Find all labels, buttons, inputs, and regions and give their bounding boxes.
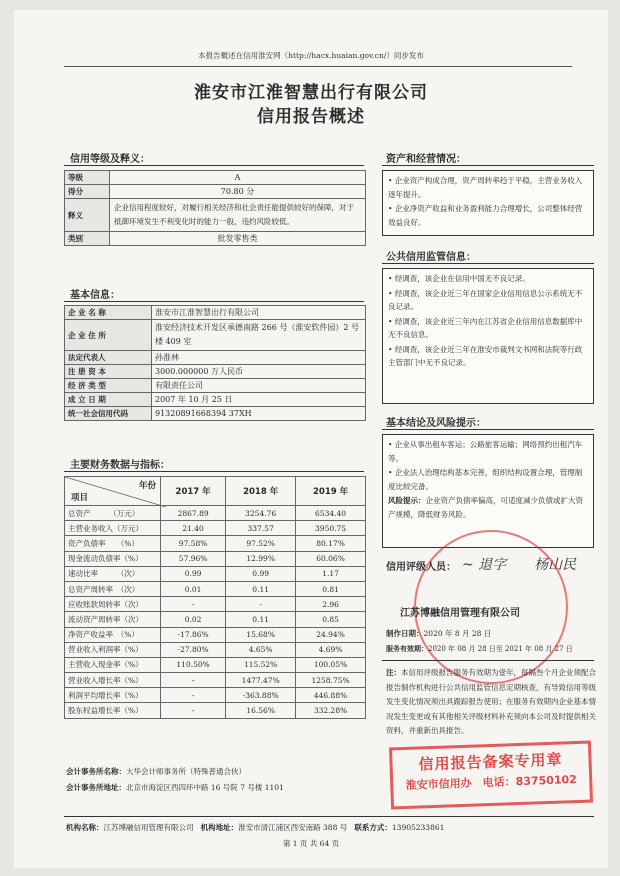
finance-cell: -: [161, 703, 226, 718]
finance-cell: -: [161, 688, 226, 703]
finance-cell: 12.99%: [226, 551, 296, 566]
finance-row-label: 应收账款周转率（次）: [65, 597, 161, 612]
capital-label: 注 册 资 本: [65, 365, 152, 379]
finance-row-label: 总资产周转率 （次）: [65, 581, 161, 596]
finance-cell: 2.96: [296, 597, 366, 612]
table-row: [65, 688, 366, 703]
finance-cell: 60.06%: [296, 551, 366, 566]
finance-cell: 24.94%: [296, 627, 366, 642]
finance-section-title: 主要财务数据与指标：: [70, 460, 170, 471]
finance-cell: 332.28%: [296, 703, 366, 718]
finance-cell: 0.99: [161, 566, 226, 581]
assets-section-title: 资产和经营情况：: [386, 154, 466, 165]
finance-cell: -17.86%: [161, 627, 226, 642]
table-row: [65, 657, 366, 672]
accounting-addr-line: [66, 782, 284, 793]
rating-score-value: 70.80 分: [110, 185, 366, 199]
finance-cell: 0.11: [226, 581, 296, 596]
rating-score-label: 得分: [65, 185, 110, 199]
report-page: [14, 10, 608, 868]
list-item: • 企业净资产收益和业务盈利能力合理增长，公司整体经营效益良好。: [388, 204, 583, 227]
header-divider: [64, 66, 572, 67]
finance-cell: 6534.40: [296, 506, 366, 521]
table-row: [65, 551, 366, 566]
finance-cell: 2867.89: [161, 506, 226, 521]
finance-row-label: 股东权益增长率（%）: [65, 703, 161, 718]
rating-category-label: 类别: [65, 232, 110, 246]
table-row: [65, 320, 366, 351]
list-item: • 经调查，该企业近三年在国家企业信用信息公示系统无不良记录。: [388, 288, 583, 311]
year-header: 2019 年: [296, 477, 366, 506]
service-note: 注：本信用评级报告服务有效期为壹年，每隔叁个月企业须配合报告制作机构进行公共信用监管信息定期核查，有导致信用等级发生变化情况须出具跟踪报告使用；在服务有效期内企业基本情况发生变更或有其他相关评级材料补充须向本公司及时提供相关资料，并重新出具报告。: [386, 668, 596, 735]
finance-cell: -27.80%: [161, 642, 226, 657]
table-row: [65, 365, 366, 379]
page-number: 第 1 页 共 64 页: [282, 839, 340, 848]
company-address-value: 淮安经济技术开发区承德南路 266 号（淮安软件园）2 号楼 409 室: [152, 320, 366, 351]
finance-body: [65, 506, 366, 719]
filing-stamp: [389, 740, 593, 809]
table-row: [65, 232, 366, 246]
finance-row-label: 营业收入利润率（%）: [65, 642, 161, 657]
finance-cell: 446.88%: [296, 688, 366, 703]
evaluator-signature: ~ 退字 杨山民: [462, 557, 577, 573]
table-row: [65, 185, 366, 199]
company-title: 淮安市江淮智慧出行有限公司: [194, 83, 428, 103]
rating-grade-value: A: [110, 171, 366, 185]
finance-cell: 3950.75: [296, 521, 366, 536]
assets-box: [382, 170, 594, 236]
finance-cell: -: [161, 673, 226, 688]
section-divider: [382, 165, 594, 166]
finance-header-year: 年份: [138, 481, 156, 491]
rating-section-title: 信用等级及释义：: [70, 154, 150, 165]
finance-cell: 100.05%: [296, 657, 366, 672]
table-row: [65, 393, 366, 407]
finance-header-item: 项目: [71, 493, 89, 503]
company-address-label: 企 业 住 所: [65, 320, 152, 351]
finance-cell: 3254.76: [226, 506, 296, 521]
finance-header-cell: [65, 477, 161, 506]
table-row: [65, 673, 366, 688]
finance-row-label: 现金流动负债率（%）: [65, 551, 161, 566]
finance-cell: 4.69%: [296, 642, 366, 657]
source-note: 本报告概述在信用淮安网（http://hacx.huaian.gov.cn/）同步发布: [198, 51, 424, 60]
credit-code-label: 统一社会信用代码: [65, 407, 152, 421]
finance-cell: 21.40: [161, 521, 226, 536]
rating-table: [64, 170, 366, 246]
section-divider: [382, 429, 594, 430]
section-divider: [64, 301, 364, 302]
risk-note: 风险提示：企业资产负债率偏高，可适度减少负债或扩大资产规模，降低财务风险。: [388, 496, 583, 519]
table-row: [65, 612, 366, 627]
finance-row-label: 速动比率 （次）: [65, 566, 161, 581]
supervision-section-title: 公共信用监管信息：: [386, 252, 476, 263]
conclusion-section-title: 基本结论及风险提示：: [386, 418, 486, 429]
table-row: [65, 536, 366, 551]
finance-row-label: 利润平均增长率（%）: [65, 688, 161, 703]
capital-value: 3000.000000 万人民币: [152, 365, 366, 379]
finance-cell: 110.50%: [161, 657, 226, 672]
list-item: • 企业从事出租车客运；公路旅客运输；网络预约出租汽车等。: [388, 440, 583, 463]
finance-cell: 0.01: [161, 581, 226, 596]
table-row: [65, 627, 366, 642]
finance-cell: 0.81: [296, 581, 366, 596]
finance-cell: 4.65%: [226, 642, 296, 657]
finance-cell: 0.02: [161, 612, 226, 627]
finance-table: [64, 476, 366, 719]
table-row: [65, 703, 366, 718]
finance-row-label: 流动资产周转率（次）: [65, 612, 161, 627]
list-item: • 经调查，该企业在信用中国无不良记录。: [388, 274, 530, 283]
list-item: • 企业资产构成合理，资产周转率趋于平稳，主营业务收入逐年提升。: [388, 176, 583, 199]
finance-row-label: 主营收入现金率（%）: [65, 657, 161, 672]
finance-cell: 97.58%: [161, 536, 226, 551]
basic-section-title: 基本信息：: [70, 290, 120, 301]
section-divider: [382, 263, 594, 264]
finance-header-row: [65, 477, 366, 506]
accounting-firm-name: 大华会计师事务所（特殊普通合伙）: [126, 767, 246, 776]
table-row: [65, 566, 366, 581]
finance-cell: -: [161, 597, 226, 612]
finance-row-label: 资产负债率 （%）: [65, 536, 161, 551]
filing-stamp-office: 淮安市信用办 电话：83750102: [405, 773, 578, 792]
finance-cell: 0.99: [226, 566, 296, 581]
company-name-label: 企 业 名 称: [65, 306, 152, 320]
basic-info-table: [64, 305, 366, 421]
finance-cell: 0.11: [226, 612, 296, 627]
finance-cell: 57.96%: [161, 551, 226, 566]
finance-row-label: 主营业务收入（万元）: [65, 521, 161, 536]
finance-cell: 337.57: [226, 521, 296, 536]
finance-cell: 80.17%: [296, 536, 366, 551]
table-row: [65, 581, 366, 596]
rating-meaning-value: 企业信用程度较好，对履行相关经济和社会责任能提供较好的保障，对于抵御环境发生不利变化时的能力一般，违约风险较低。: [110, 199, 366, 232]
agency-name: 江苏博融信用管理有限公司: [400, 608, 520, 619]
accounting-firm-label: 会计事务所名称：: [66, 767, 126, 776]
table-row: [65, 407, 366, 421]
table-row: [65, 521, 366, 536]
table-row: [65, 597, 366, 612]
table-row: [65, 199, 366, 232]
legal-rep-value: 孙淮林: [152, 351, 366, 365]
finance-cell: 15.68%: [226, 627, 296, 642]
credit-code-value: 91320891668394 37XH: [152, 407, 366, 421]
econ-type-value: 有限责任公司: [152, 379, 366, 393]
date-line: 制作日期：2020 年 8 月 28 日: [386, 629, 492, 638]
finance-cell: 1258.75%: [296, 673, 366, 688]
finance-row-label: 营业收入增长率（%）: [65, 673, 161, 688]
founded-label: 成 立 日 期: [65, 393, 152, 407]
founded-value: 2007 年 10 月 25 日: [152, 393, 366, 407]
finance-cell: 97.52%: [226, 536, 296, 551]
validity-line: 服务有效期：2020 年 08 月 28 日至 2021 年 08 月 27 日: [386, 645, 573, 653]
finance-cell: 1.17: [296, 566, 366, 581]
company-name-value: 淮安市江淮智慧出行有限公司: [152, 306, 366, 320]
table-row: [65, 171, 366, 185]
table-row: [65, 506, 366, 521]
footer-divider: [64, 816, 594, 817]
finance-row-label: 净资产收益率 （%）: [65, 627, 161, 642]
finance-cell: 115.52%: [226, 657, 296, 672]
filing-stamp-title: 信用报告备案专用章: [418, 750, 563, 774]
footer-line: 机构名称：江苏博融信用管理有限公司 机构地址：淮安市清江浦区西安南路 388 号 联系方式：13905233861: [66, 823, 445, 832]
table-row: [65, 379, 366, 393]
finance-row-label: 总资产 （万元）: [65, 506, 161, 521]
econ-type-label: 经 济 类 型: [65, 379, 152, 393]
finance-cell: 16.56%: [226, 703, 296, 718]
finance-cell: -363.88%: [226, 688, 296, 703]
table-row: [65, 351, 366, 365]
table-row: [65, 642, 366, 657]
evaluator-label: 信用评级人员：: [386, 562, 456, 573]
accounting-addr-value: 北京市海淀区西四环中路 16 号院 7 号楼 1101: [126, 783, 284, 792]
list-item: • 企业法人治理结构基本完善，组织结构设置合理，管理制度比较完备。: [388, 468, 583, 491]
rating-meaning-label: 释义: [65, 199, 110, 232]
year-header: 2017 年: [161, 477, 226, 506]
section-divider: [64, 165, 364, 166]
legal-rep-label: 法定代表人: [65, 351, 152, 365]
rating-category-value: 批发零售类: [110, 232, 366, 246]
list-item: • 经调查，该企业近三年在淮安市裁判文书网和法院等行政主管部门中无不良记录。: [388, 344, 583, 367]
supervision-box: [382, 268, 594, 404]
section-divider: [382, 660, 594, 661]
section-divider: [64, 471, 364, 472]
finance-cell: -: [226, 597, 296, 612]
year-header: 2018 年: [226, 477, 296, 506]
table-row: [65, 306, 366, 320]
finance-cell: 1477.47%: [226, 673, 296, 688]
list-item: • 经调查，该企业近三年内在江苏省企业信用信息数据库中无不良信息。: [388, 316, 583, 339]
finance-cell: 0.85: [296, 612, 366, 627]
report-title: 信用报告概述: [257, 107, 365, 127]
accounting-addr-label: 会计事务所地址：: [66, 783, 126, 792]
accounting-firm-line: [66, 766, 246, 777]
rating-grade-label: 等级: [65, 171, 110, 185]
